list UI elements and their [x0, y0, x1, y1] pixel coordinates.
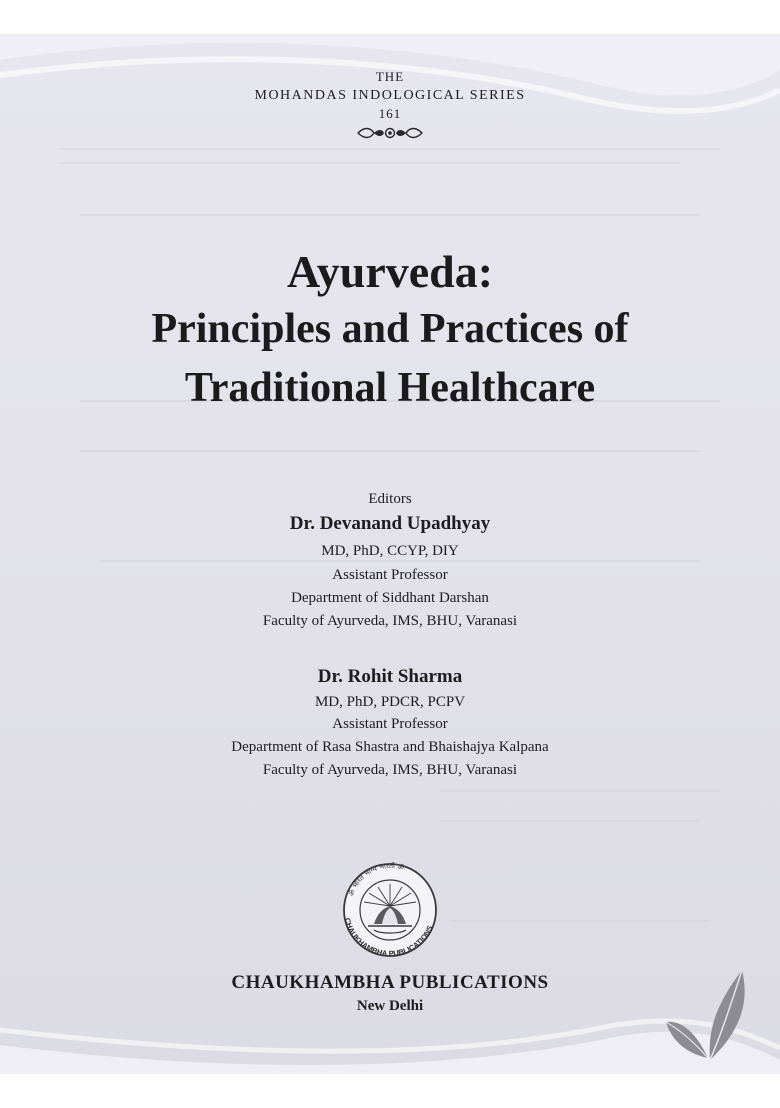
- bleed-through-line: [100, 560, 700, 562]
- editor-department: Department of Siddhant Darshan: [291, 590, 489, 606]
- bleed-through-line: [80, 450, 700, 452]
- book-title-line-3: Traditional Healthcare: [184, 365, 596, 411]
- editor-position: Assistant Professor: [332, 567, 448, 583]
- editors-label: Editors: [368, 491, 412, 507]
- leaf-icon: [664, 962, 754, 1062]
- editor-department: Department of Rasa Shastra and Bhaishajya Kalpana: [231, 739, 549, 755]
- editor-faculty: Faculty of Ayurveda, IMS, BHU, Varanasi: [262, 613, 518, 629]
- publisher-city: New Delhi: [356, 998, 424, 1014]
- bleed-through-line: [450, 920, 710, 922]
- editor-name: Dr. Devanand Upadhyay: [289, 513, 491, 534]
- series-number: 161: [378, 106, 402, 121]
- book-title-line-1: Ayurveda:: [286, 246, 494, 297]
- bleed-through-line: [440, 820, 700, 822]
- logo-top-text: ॐ भारतं भाग्य भारती ॐ: [347, 862, 405, 898]
- ornament-icon: [356, 125, 424, 141]
- editor-degrees: MD, PhD, PDCR, PCPV: [314, 694, 466, 710]
- series-the: THE: [375, 69, 405, 84]
- logo-ring-text: CHAUKHAMBHA PUBLICATIONS: [342, 916, 435, 958]
- bleed-through-line: [60, 162, 680, 164]
- bleed-through-line: [60, 148, 720, 150]
- publisher-logo: [322, 862, 458, 958]
- bleed-through-line: [440, 790, 720, 792]
- bleed-through-line: [80, 214, 700, 216]
- editor-name: Dr. Rohit Sharma: [317, 666, 463, 687]
- publisher-name: CHAUKHAMBHA PUBLICATIONS: [231, 972, 549, 993]
- editor-degrees: MD, PhD, CCYP, DIY: [321, 543, 459, 559]
- editor-faculty: Faculty of Ayurveda, IMS, BHU, Varanasi: [262, 762, 518, 778]
- series-name: MOHANDAS INDOLOGICAL SERIES: [254, 88, 526, 103]
- editor-position: Assistant Professor: [332, 716, 448, 732]
- book-title-line-2: Principles and Practices of: [151, 306, 629, 352]
